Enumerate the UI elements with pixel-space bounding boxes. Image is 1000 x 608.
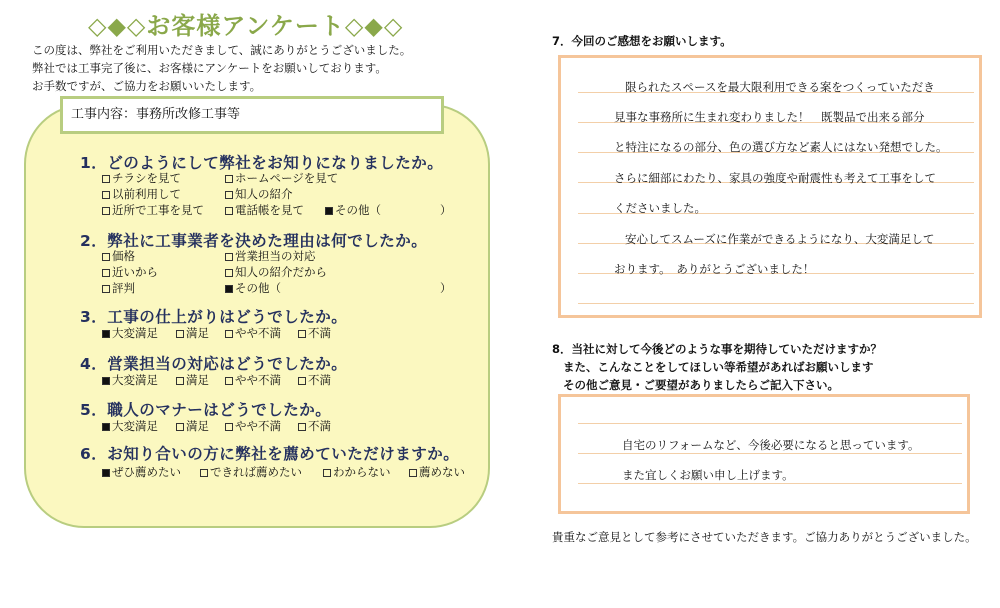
- option-label: やや不満: [235, 326, 281, 340]
- question-2: 2．弊社に工事業者を決めた理由は何でしたか。: [80, 232, 428, 250]
- question-1: 1．どのようにして弊社をお知りになりましたか。: [80, 154, 444, 172]
- option[interactable]: [225, 248, 316, 264]
- checkbox[interactable]: [225, 423, 233, 431]
- option-label: 電話帳を見て: [235, 203, 304, 217]
- option-label: 大変満足: [112, 419, 158, 433]
- checkbox[interactable]: [409, 469, 417, 477]
- checkbox[interactable]: [225, 330, 233, 338]
- checkbox[interactable]: [298, 423, 306, 431]
- option-label: その他（: [335, 203, 381, 217]
- option[interactable]: [102, 372, 158, 388]
- option[interactable]: [102, 325, 158, 341]
- option-label: 近いから: [112, 265, 158, 279]
- q7-answer-line: 見事な事務所に生まれ変わりました！ 既製品で出来る部分: [614, 110, 925, 124]
- option-label: 以前利用して: [112, 187, 181, 201]
- option-label: やや不満: [235, 419, 281, 433]
- paren-close: ）: [440, 203, 452, 217]
- q7-answer-line: おります。 ありがとうございました！: [614, 262, 815, 276]
- paren-close: ）: [440, 281, 452, 295]
- option-label: 知人の紹介: [235, 187, 293, 201]
- option[interactable]: [102, 170, 181, 186]
- q7-answer-line: くださいました。: [614, 201, 706, 215]
- option[interactable]: [298, 418, 331, 434]
- option-label: 薦めない: [419, 465, 465, 479]
- checkbox[interactable]: [225, 207, 233, 215]
- checkbox[interactable]: [176, 377, 184, 385]
- intro-line: お手数ですが、ご協力をお願いいたします。: [32, 79, 262, 93]
- checkbox[interactable]: [102, 175, 110, 183]
- checkbox[interactable]: [225, 191, 233, 199]
- option[interactable]: [225, 264, 327, 280]
- option-label: 知人の紹介だから: [235, 265, 327, 279]
- checkbox[interactable]: [225, 253, 233, 261]
- option[interactable]: [325, 202, 381, 218]
- option-label: 不満: [308, 373, 331, 387]
- option[interactable]: [102, 464, 181, 480]
- option[interactable]: [102, 264, 158, 280]
- option[interactable]: [176, 325, 209, 341]
- ruled-line: [578, 303, 974, 304]
- checkbox[interactable]: [102, 285, 110, 293]
- option-label: その他（: [235, 281, 281, 295]
- checkbox[interactable]: [102, 269, 110, 277]
- option[interactable]: [176, 372, 209, 388]
- checkbox-checked[interactable]: [325, 207, 333, 215]
- question-5: 5．職人のマナーはどうでしたか。: [80, 401, 332, 419]
- checkbox[interactable]: [298, 330, 306, 338]
- checkbox-checked[interactable]: [102, 469, 110, 477]
- option[interactable]: [102, 202, 204, 218]
- q8-answer-card: [558, 394, 970, 514]
- question-8-line: その他ご意見・ご要望がありましたらご記入下さい。: [563, 378, 839, 392]
- question-8: 8．当社に対して今後どのような事を期待していただけますか？: [552, 342, 882, 356]
- checkbox[interactable]: [225, 269, 233, 277]
- question-6: 6．お知り合いの方に弊社を薦めていただけますか。: [80, 445, 460, 463]
- q7-answer-line: と特注になるの部分、色の選び方など素人にはない発想でした。: [614, 140, 948, 154]
- intro-line: この度は、弊社をご利用いただきまして、誠にありがとうございました。: [32, 43, 412, 57]
- checkbox[interactable]: [323, 469, 331, 477]
- option-label: 不満: [308, 419, 331, 433]
- checkbox[interactable]: [102, 207, 110, 215]
- question-4: 4．営業担当の対応はどうでしたか。: [80, 355, 348, 373]
- checkbox-checked[interactable]: [102, 330, 110, 338]
- option[interactable]: [225, 170, 338, 186]
- option[interactable]: [176, 418, 209, 434]
- option-label: 満足: [186, 419, 209, 433]
- checkbox[interactable]: [225, 377, 233, 385]
- option-label: 満足: [186, 326, 209, 340]
- option-label: ホームページを見て: [235, 171, 339, 185]
- option-label: わからない: [333, 465, 391, 479]
- checkbox[interactable]: [102, 253, 110, 261]
- checkbox[interactable]: [102, 191, 110, 199]
- option-label: 営業担当の対応: [235, 249, 316, 263]
- checkbox-checked[interactable]: [225, 285, 233, 293]
- option[interactable]: [298, 372, 331, 388]
- option[interactable]: [225, 325, 281, 341]
- checkbox-checked[interactable]: [102, 423, 110, 431]
- ruled-line: [578, 483, 962, 484]
- q7-answer-line: 安心してスムーズに作業ができるようになり、大変満足して: [625, 232, 935, 246]
- option-label: 満足: [186, 373, 209, 387]
- option[interactable]: [102, 186, 181, 202]
- option[interactable]: [225, 418, 281, 434]
- checkbox[interactable]: [225, 175, 233, 183]
- checkbox[interactable]: [200, 469, 208, 477]
- option[interactable]: [323, 464, 391, 480]
- checkbox-checked[interactable]: [102, 377, 110, 385]
- option-label: やや不満: [235, 373, 281, 387]
- option-label: できれば薦めたい: [210, 465, 302, 479]
- q7-answer-line: さらに細部にわたり、家具の強度や耐震性も考えて工事をして: [614, 171, 936, 185]
- option-label: 評判: [112, 281, 135, 295]
- option[interactable]: [225, 186, 293, 202]
- option[interactable]: [225, 202, 304, 218]
- question-8-line: また、こんなことをしてほしい等希望があればお願いします: [563, 360, 874, 374]
- checkbox[interactable]: [176, 330, 184, 338]
- q7-answer-line: 限られたスペースを最大限利用できる案をつくっていただき: [625, 80, 935, 94]
- ruled-line: [578, 423, 962, 424]
- option[interactable]: [200, 464, 302, 480]
- ruled-line: [578, 453, 962, 454]
- option-label: 価格: [112, 249, 135, 263]
- option[interactable]: [102, 418, 158, 434]
- footer-note: 貴重なご意見として参考にさせていただきます。ご協力ありがとうございました。: [552, 530, 977, 544]
- option[interactable]: [225, 280, 281, 296]
- option[interactable]: [409, 464, 465, 480]
- option[interactable]: [225, 372, 281, 388]
- option-label: 近所で工事を見て: [112, 203, 204, 217]
- option-label: 大変満足: [112, 326, 158, 340]
- survey-title: ◇◆◇お客様アンケート◇◆◇: [88, 12, 404, 40]
- option-label: 大変満足: [112, 373, 158, 387]
- option[interactable]: [102, 280, 135, 296]
- option[interactable]: [102, 248, 135, 264]
- option-label: ぜひ薦めたい: [112, 465, 181, 479]
- option[interactable]: [298, 325, 331, 341]
- question-7: 7．今回のご感想をお願いします。: [552, 34, 732, 48]
- option-label: 不満: [308, 326, 331, 340]
- intro-line: 弊社では工事完了後に、お客様にアンケートをお願いしております。: [32, 61, 387, 75]
- question-3: 3．工事の仕上がりはどうでしたか。: [80, 308, 348, 326]
- option-label: チラシを見て: [112, 171, 181, 185]
- work-content-box: 工事内容：事務所改修工事等: [60, 96, 444, 134]
- checkbox[interactable]: [176, 423, 184, 431]
- q8-answer-line: また宜しくお願い申し上げます。: [622, 468, 794, 482]
- checkbox[interactable]: [298, 377, 306, 385]
- q8-answer-line: 自宅のリフォームなど、今後必要になると思っています。: [622, 438, 920, 452]
